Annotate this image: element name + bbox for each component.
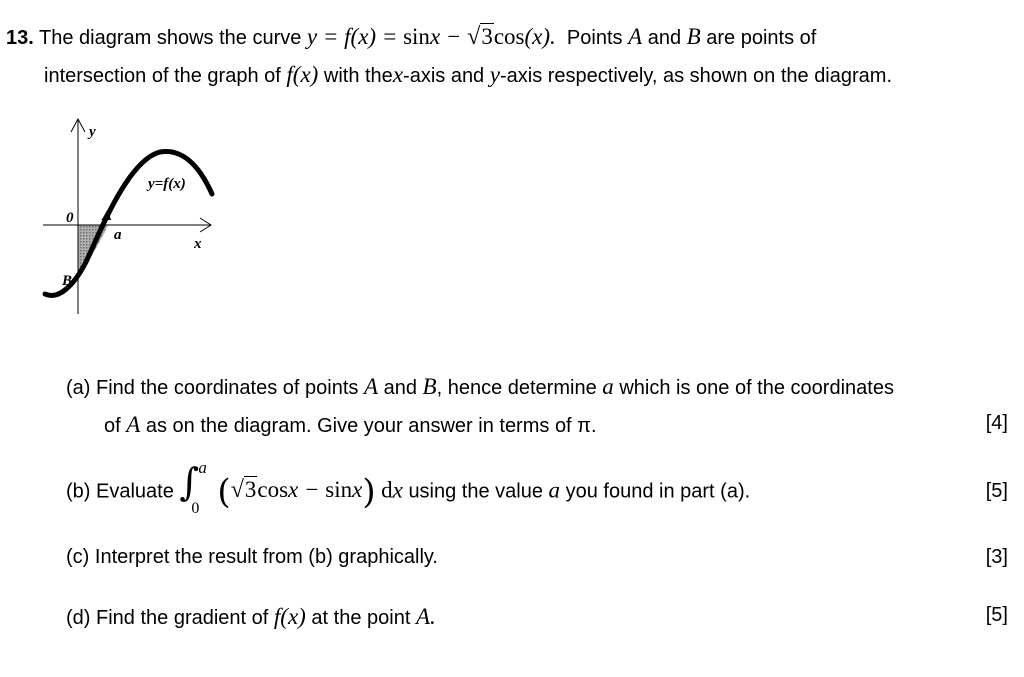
line2-text-b: with the [323, 65, 393, 87]
part-a-line2 [104, 412, 597, 438]
intro-text-points: Points [566, 27, 623, 49]
part-a-marks: [4] [985, 412, 1008, 434]
label-origin: 0 [66, 210, 74, 226]
part-a-text1: Find the coordinates of points [96, 377, 359, 399]
part-d-A: A. [415, 604, 436, 629]
label-a: a [114, 227, 122, 243]
label-curve: y=f(x) [148, 176, 186, 192]
part-b-line: (b) Evaluate ∫ a 0 (√3cosx − sinx) dx using the value a you found in part (a). [66, 458, 751, 517]
line2-text-d: -axis respectively, as shown on the diagram. [499, 65, 892, 87]
line2-text-a: intersection of the graph of [44, 65, 281, 87]
part-d-marks: [5] [985, 604, 1008, 626]
part-a-label: (a) [66, 377, 91, 399]
part-a-A2: A [126, 412, 141, 437]
part-d-line [66, 604, 436, 630]
integral-sign: ∫ a 0 [179, 458, 207, 517]
label-A: A [102, 208, 113, 224]
part-a-A: A [363, 374, 379, 399]
part-a-text4: of [104, 415, 121, 437]
label-y: y [89, 124, 96, 140]
part-c-marks: [3] [985, 546, 1008, 568]
and-text: and [647, 27, 682, 49]
part-b-text1: Evaluate [96, 480, 174, 503]
question-line-2 [44, 62, 892, 88]
part-a-B: B [422, 374, 437, 399]
part-b-label: (b) [66, 480, 91, 503]
question-line-1 [6, 24, 816, 51]
line2-fx: f(x) [286, 62, 319, 87]
part-d-text1: Find the gradient of [96, 607, 269, 629]
part-a-and: and [383, 377, 417, 399]
integral-upper: a [198, 458, 207, 477]
part-c-text: Interpret the result from (b) graphically. [94, 546, 438, 568]
integrand: √3cosx − sinx [230, 477, 363, 504]
x-axis-var: x [392, 62, 404, 87]
equation: y = f(x) = sinx − √3cos(x). [306, 24, 556, 50]
dx: dx [381, 477, 403, 503]
are-text: are points of [706, 27, 817, 49]
label-B: B [62, 273, 73, 289]
integral-lower: 0 [191, 500, 200, 517]
line2-text-c: -axis and [403, 65, 485, 87]
curve-diagram [38, 112, 228, 322]
part-d-text2: at the point [311, 607, 411, 629]
point-a-label: A [628, 24, 643, 49]
part-a-text3: which is one of the coordinates [619, 377, 894, 399]
part-b-text3: you found in part (a). [565, 480, 751, 503]
part-d-fx: f(x) [273, 604, 306, 629]
part-a-a: a [602, 374, 614, 399]
intro-text: The diagram shows the curve [39, 27, 302, 49]
part-a-text2: , hence determine [436, 377, 597, 399]
point-b-label: B [686, 24, 701, 49]
part-a-line1 [66, 374, 894, 400]
part-b-marks: [5] [985, 480, 1008, 502]
part-a-text5: as on the diagram. Give your answer in terms of π. [145, 415, 597, 437]
part-b-text2: using the value [408, 480, 543, 503]
label-x: x [194, 236, 202, 252]
question-number: 13. [6, 27, 34, 49]
part-c-line [66, 546, 438, 569]
part-b-a: a [548, 477, 561, 503]
part-c-label: (c) [66, 546, 90, 568]
part-d-label: (d) [66, 607, 91, 629]
y-axis-var: y [489, 62, 500, 87]
